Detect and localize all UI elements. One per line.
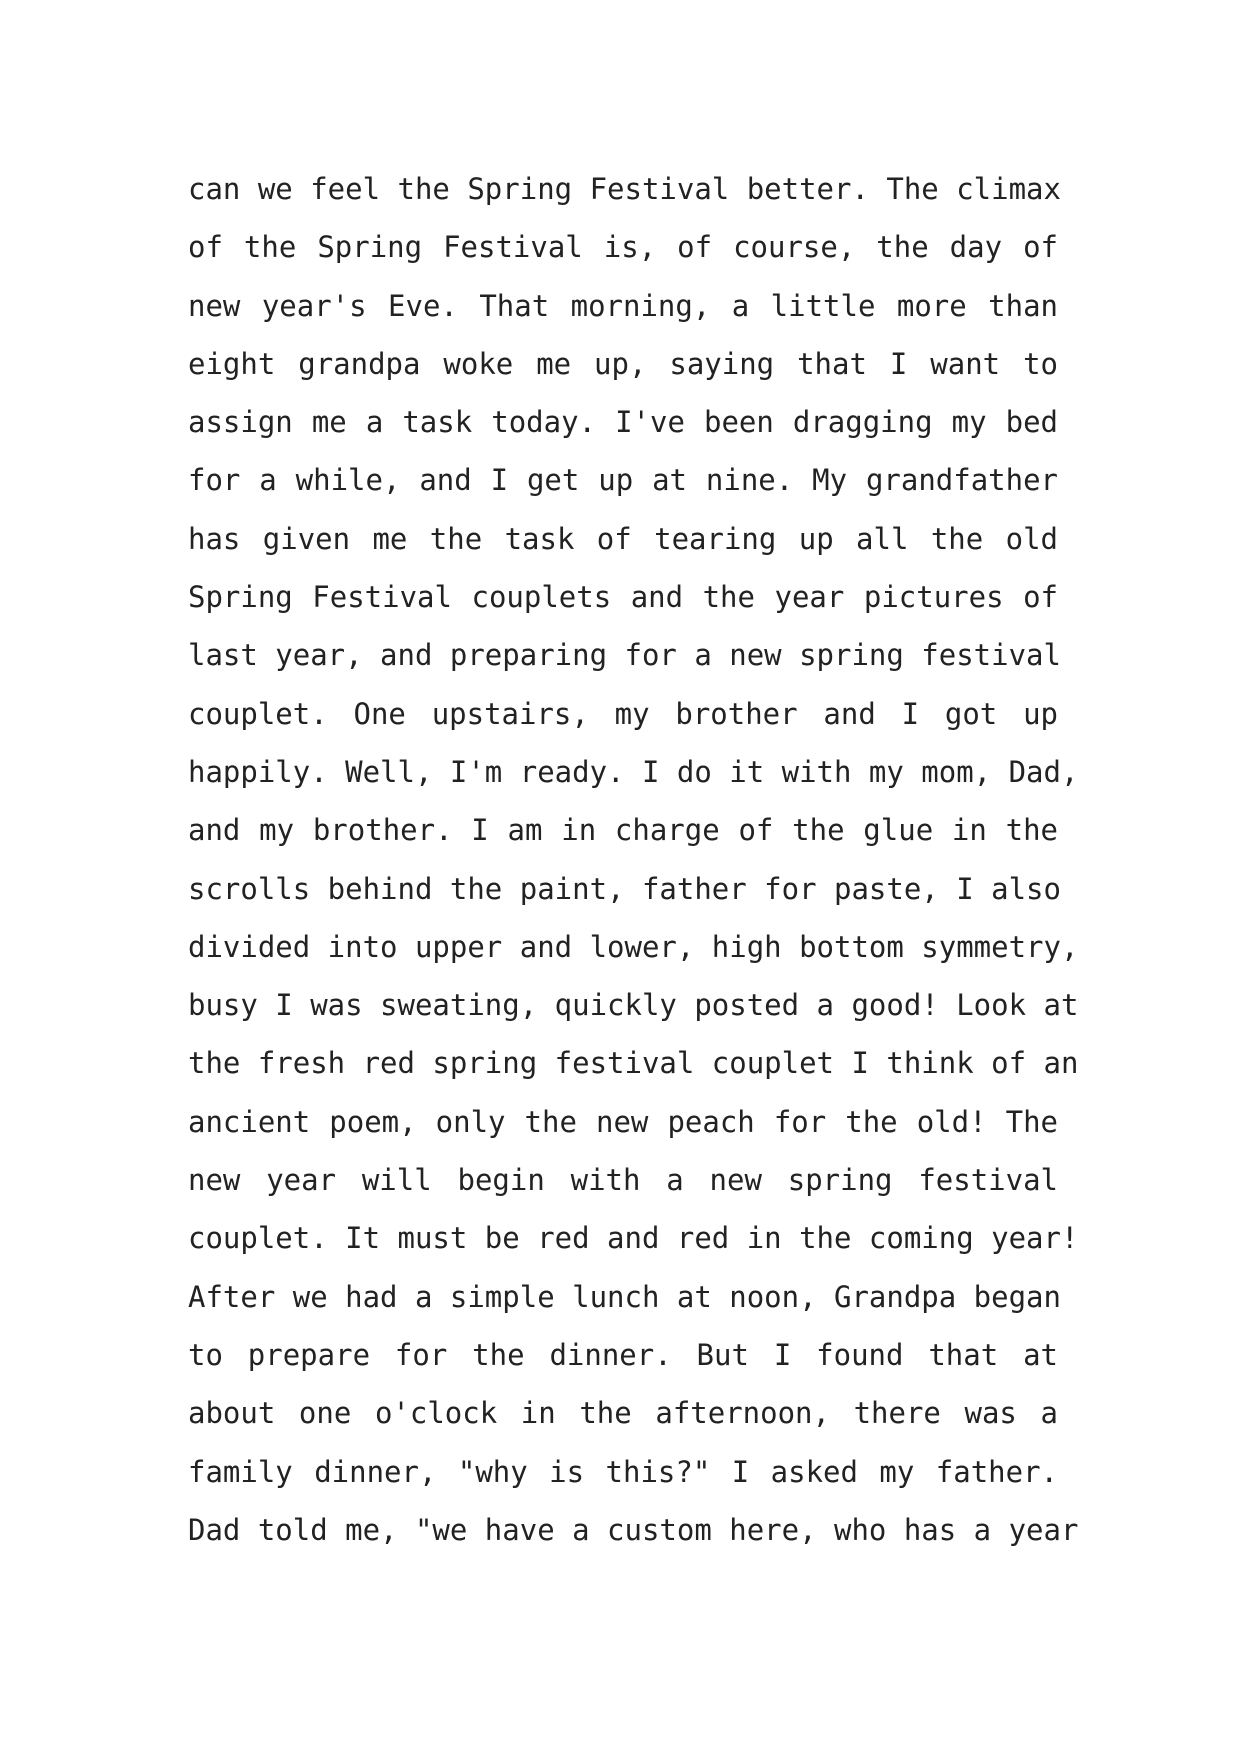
text-line: divided into upper and lower, high bottom symmetry, bbox=[188, 929, 1079, 964]
text-line: about one o'clock in the afternoon, there was a bbox=[188, 1396, 1058, 1431]
text-line: the fresh red spring festival couplet I think of an bbox=[188, 1046, 1079, 1081]
text-line: scrolls behind the paint, father for paste, I also bbox=[188, 871, 1061, 906]
text-line: of the Spring Festival is, of course, the day of bbox=[188, 230, 1058, 265]
text-line: eight grandpa woke me up, saying that I want to bbox=[188, 346, 1058, 381]
text-line: new year's Eve. That morning, a little more than bbox=[188, 288, 1058, 323]
text-line: to prepare for the dinner. But I found that at bbox=[188, 1337, 1058, 1372]
text-line: and my brother. I am in charge of the glue in the bbox=[188, 813, 1058, 848]
text-line: After we had a simple lunch at noon, Grandpa began bbox=[188, 1279, 1061, 1314]
text-line: can we feel the Spring Festival better. The climax bbox=[188, 172, 1061, 206]
text-line: Dad told me, "we have a custom here, who has a year bbox=[188, 1512, 1079, 1547]
text-line: new year will begin with a new spring festival bbox=[188, 1163, 1058, 1198]
text-line: for a while, and I get up at nine. My grandfather bbox=[188, 463, 1058, 498]
text-line: couplet. One upstairs, my brother and I got up bbox=[188, 696, 1058, 731]
text-line: busy I was sweating, quickly posted a good! Look at bbox=[188, 988, 1079, 1023]
text-line: happily. Well, I'm ready. I do it with my mom, Dad, bbox=[188, 754, 1079, 789]
text-line: couplet. It must be red and red in the coming year! bbox=[188, 1221, 1079, 1256]
text-line: has given me the task of tearing up all the old bbox=[188, 521, 1058, 556]
text-line: assign me a task today. I've been dragging my bed bbox=[188, 405, 1058, 440]
text-line: family dinner, "why is this?" I asked my father. bbox=[188, 1454, 1058, 1489]
text-line: Spring Festival couplets and the year pictures of bbox=[188, 580, 1058, 615]
text-line: ancient poem, only the new peach for the old! The bbox=[188, 1104, 1058, 1139]
body-text bbox=[188, 160, 1079, 1559]
text-line: last year, and preparing for a new spring festival bbox=[188, 638, 1061, 673]
